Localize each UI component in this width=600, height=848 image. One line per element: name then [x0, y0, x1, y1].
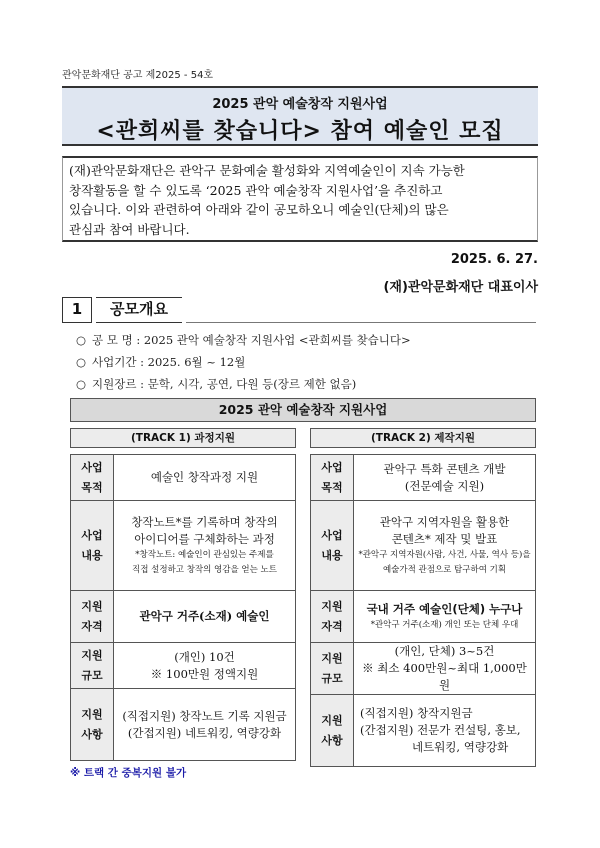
bullet-text: 사업기간 : 2025. 6월 ~ 12월 — [92, 355, 246, 369]
track1-purpose: 예술인 창작과정 지원 — [114, 455, 296, 501]
track1-scale: (개인) 10건 ※ 100만원 정액지원 — [114, 643, 296, 689]
track2-support: (직접지원) 창작지원금 (간접지원) 전문가 컨설팅, 홍보, 네트워킹, 역량강화 — [354, 695, 536, 767]
track1-content: 창작노트*를 기록하며 창작의 아이디어를 구체화하는 과정 *창작노트: 예술인이 관심있는 주제를 직접 설정하고 창작의 영감을 얻는 노트 — [114, 501, 296, 591]
row-label-content: 사업 내용 — [71, 501, 114, 591]
table-row — [311, 591, 536, 643]
row-label-purpose: 사업 목적 — [71, 455, 114, 501]
bullet-mark: ○ — [76, 333, 87, 347]
row-label-eligibility: 지원 자격 — [71, 591, 114, 643]
track2-scale: (개인, 단체) 3~5건 ※ 최소 400만원~최대 1,000만원 — [354, 643, 536, 695]
notice-number: 관악문화재단 공고 제2025 - 54호 — [62, 70, 214, 81]
track2-content: 관악구 지역자원을 활용한 콘텐츠* 제작 및 발표 *관악구 지역자원(사람, 사건, 사물, 역사 등)을 예술가적 관점으로 탐구하여 기획 — [354, 501, 536, 591]
notice-date: 2025. 6. 27. — [450, 252, 538, 267]
title-banner — [62, 86, 538, 146]
track1-header: (TRACK 1) 과정지원 — [70, 428, 296, 448]
intro-line: 있습니다. 이와 관련하여 아래와 같이 공모하오니 예술인(단체)의 많은 — [69, 202, 449, 217]
table-row — [71, 689, 296, 761]
row-label-content: 사업 내용 — [311, 501, 354, 591]
track1-support: (직접지원) 창작노트 기록 지원금 (간접지원) 네트워킹, 역량강화 — [114, 689, 296, 761]
duplicate-application-note: ※ 트랙 간 중복지원 불가 — [70, 767, 187, 779]
table-row — [311, 501, 536, 591]
bullet-mark: ○ — [76, 377, 87, 391]
track1-eligibility: 관악구 거주(소재) 예술인 — [114, 591, 296, 643]
row-label-purpose: 사업 목적 — [311, 455, 354, 501]
bullet-item-title — [76, 332, 411, 348]
track2-purpose: 관악구 특화 콘텐츠 개발 (전문예술 지원) — [354, 455, 536, 501]
bullet-mark: ○ — [76, 355, 87, 369]
table-row — [71, 591, 296, 643]
bullet-item-genre — [76, 376, 356, 392]
intro-line: 창작활동을 할 수 있도록 ‘2025 관악 예술창작 지원사업’을 추진하고 — [69, 182, 443, 198]
section-title: 공모개요 — [96, 297, 182, 323]
track2-eligibility: 국내 거주 예술인(단체) 누구나 *관악구 거주(소재) 개인 또는 단체 우대 — [354, 591, 536, 643]
program-header: 2025 관악 예술창작 지원사업 — [70, 398, 536, 422]
section-divider — [186, 322, 536, 323]
bullet-item-period — [76, 354, 245, 370]
track1-table — [70, 454, 296, 761]
intro-paragraph — [62, 156, 538, 242]
row-label-eligibility: 지원 자격 — [311, 591, 354, 643]
intro-line: (재)관악문화재단은 관악구 문화예술 활성화와 지역예술인이 지속 가능한 — [69, 163, 465, 178]
track2-header: (TRACK 2) 제작지원 — [310, 428, 536, 448]
table-row — [71, 455, 296, 501]
page-title: <관희씨를 찾습니다> 참여 예술인 모집 — [96, 119, 504, 144]
row-label-scale: 지원 규모 — [71, 643, 114, 689]
bullet-text: 공 모 명 : 2025 관악 예술창작 지원사업 <관희씨를 찾습니다> — [92, 333, 411, 347]
track2-table — [310, 454, 536, 767]
row-label-support: 지원 사항 — [71, 689, 114, 761]
table-row — [311, 643, 536, 695]
table-row — [311, 455, 536, 501]
bullet-text: 지원장르 : 문학, 시각, 공연, 다원 등(장르 제한 없음) — [92, 377, 357, 391]
row-label-support: 지원 사항 — [311, 695, 354, 767]
table-row — [311, 695, 536, 767]
row-label-scale: 지원 규모 — [311, 643, 354, 695]
issuing-organization: (재)관악문화재단 대표이사 — [383, 280, 538, 295]
section-number: 1 — [62, 297, 92, 323]
table-row — [71, 501, 296, 591]
table-row — [71, 643, 296, 689]
intro-line: 관심과 참여 바랍니다. — [69, 221, 190, 237]
title-subtitle: 2025 관악 예술창작 지원사업 — [212, 97, 388, 112]
